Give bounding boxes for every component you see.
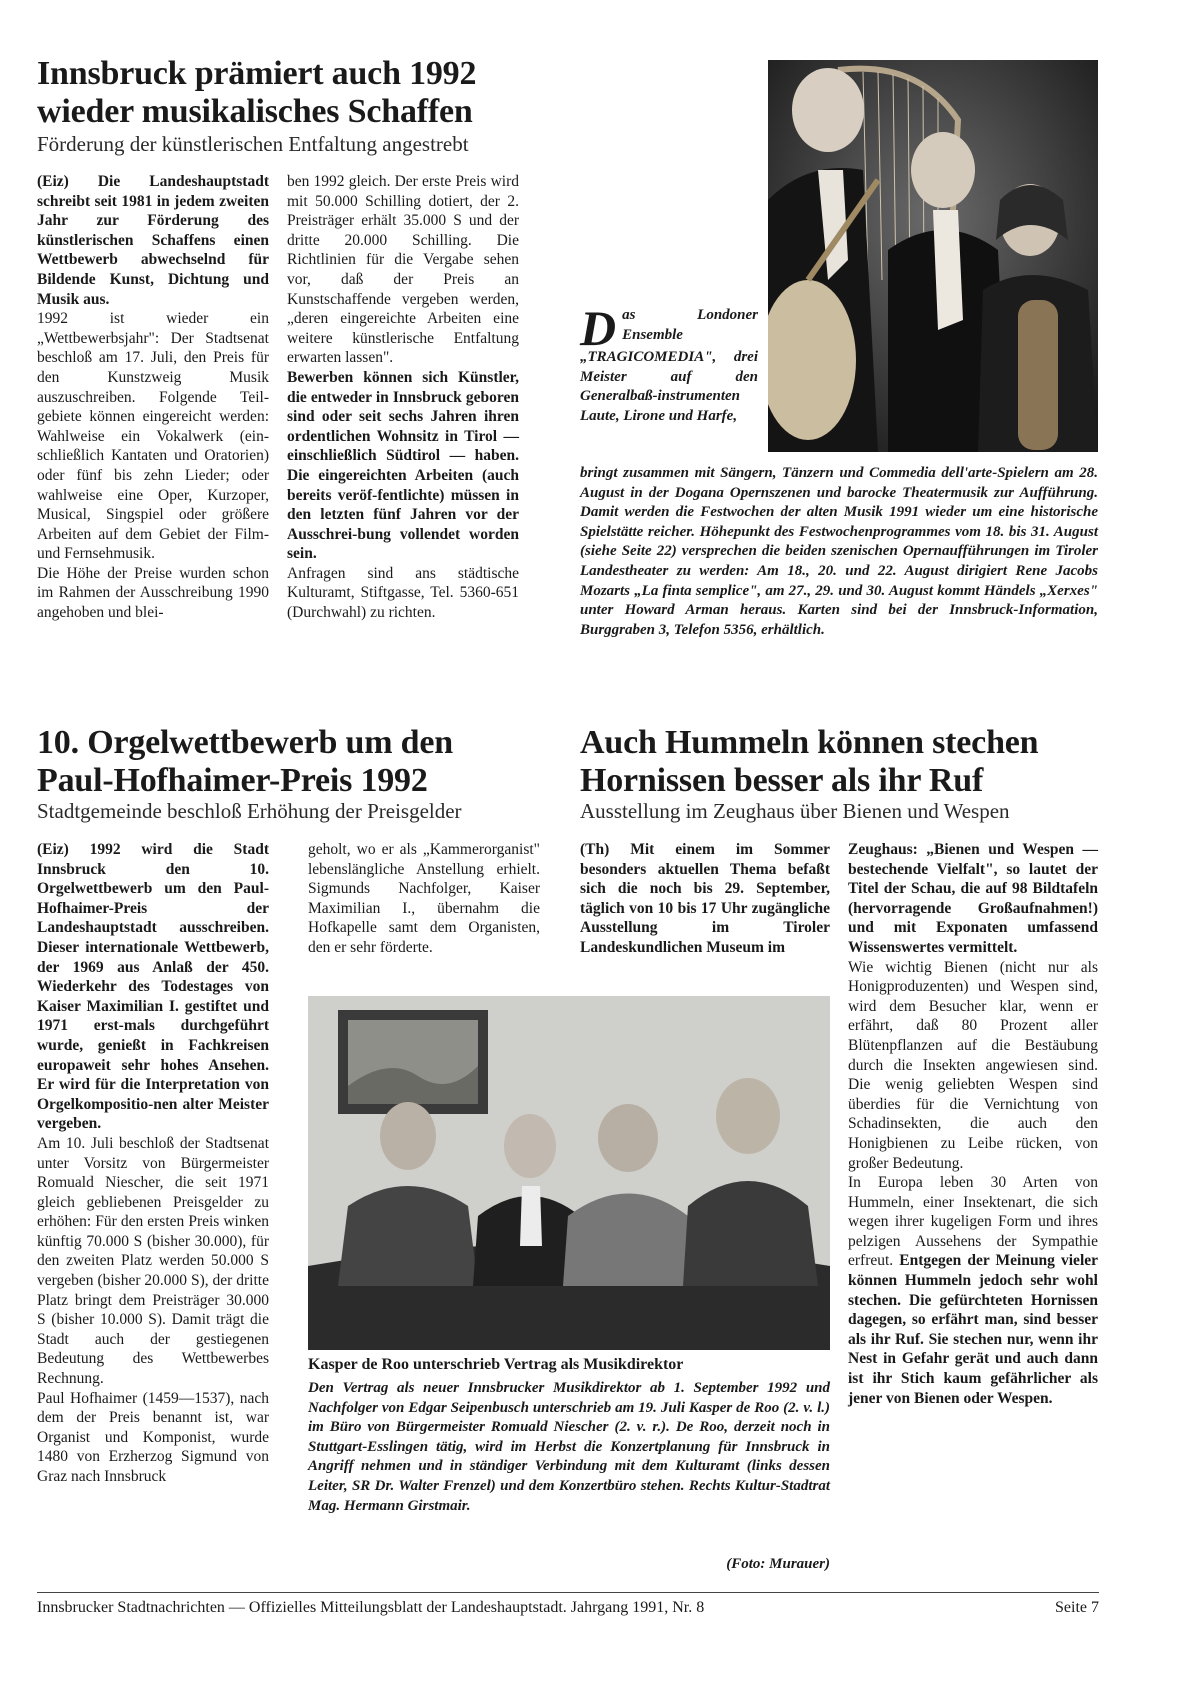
article2-column1 (37, 840, 269, 1487)
article2-paragraph3: Paul Hofhaimer (1459—1537), nach dem der Preis benannt ist, war Organist und Komponist, wurde 1480 von Erzherzog Sigmund von Graz nach Innsbruck (37, 1389, 269, 1485)
article1-headline-line2: wieder musikalisches Schaffen (37, 93, 473, 130)
article2-lead: (Eiz) 1992 wird die Stadt Innsbruck den 10. Orgelwettbewerb um den Paul-Hofhaimer-Preis der Landeshauptstadt ausschreiben. Dieser internationale Wettbewerb, der 1969 aus Anlaß der 450. Wiederkehr des Todestages von Kaiser Maximilian I. gestiftet und 1971 erst-mals durchgeführt wurde, genießt in Fachkreisen europaweit sehr hohes Ansehen. Er wird für die Interpretation von Orgelkompositio-nen alter Meister vergeben. (37, 841, 269, 1133)
article1-headline (37, 55, 677, 131)
article1-headline-line1: Innsbruck prämiert auch 1992 (37, 55, 477, 92)
article3-headline-line1: Auch Hummeln können stechen (580, 724, 1039, 761)
signing-caption-title: Kasper de Roo unterschrieb Vertrag als Musikdirektor (308, 1356, 684, 1373)
article2-headline (37, 724, 577, 800)
ensemble-caption-dropcap: D (580, 300, 617, 356)
article3-col2-paragraph2: Wie wichtig Bienen (nicht nur als Honigproduzenten) und Wespen sind, wird dem Besucher klar, wenn er erfährt, daß 80 Prozent aller Blütenpflanzen auf die Bestäubung durch die Insekten angewiesen sind. Die wenig geliebten Wespen sind überdies für die Vernichtung von Schadinsekten, die auch den Honigbienen zu Leibe rücken, von großer Bedeutung. (848, 958, 1098, 1172)
signing-photo (308, 996, 830, 1350)
article2-column2 (308, 840, 540, 958)
article3-headline (580, 724, 1140, 800)
footer-rule (37, 1592, 1099, 1593)
article1-column2 (287, 172, 519, 623)
article2-col2-paragraph1: geholt, wo er als „Kammerorganist" lebenslängliche Anstellung erhielt. Sigmunds Nachfolger, Kaiser Maximilian I., übernahm die Hofkapelle samt dem Organisten, den er sehr förderte. (308, 841, 540, 956)
ensemble-caption-long: bringt zusammen mit Sängern, Tänzern und Commedia dell'arte-Spielern am 28. August in der Dogana Opernszenen und barocke Theatermusik zur Aufführung. Damit werden die Festwochen der alten Musik 1991 wieder um eine historische Spielstätte reicher. Höhepunkt des Festwochenprogrammes vom 18. bis 31. August (siehe Seite 22) versprechen die beiden szenischen Opernaufführungen im Tiroler Landestheater zu werden: Am 18., 20. und 22. August dirigiert Rene Jacobs Mozarts „La finta semplice", am 27., 29. und 30. August kommt Händels „Xerxes" unter Howard Arman heraus. Karten sind bei der Innsbruck-Information, Burggraben 3, Telefon 5356, erhältlich. (580, 465, 1098, 638)
article3-headline-line2: Hornissen besser als ihr Ruf (580, 762, 984, 799)
signing-caption-credit: (Foto: Murauer) (726, 1556, 830, 1572)
article3-column2 (848, 840, 1098, 1408)
article1-column1 (37, 172, 269, 623)
article1-paragraph2: 1992 ist wieder ein „Wettbewerbsjahr": Der Stadtsenat beschloß am 17. Juli, den Preis für den Kunstzweig Musik auszuschreiben. Folgende Teil-gebiete können eingereicht werden: Wahlweise ein Vokalwerk (ein-schließlich Kantaten und Oratorien) oder fünf bis zehn Lieder; oder wahlweise eine Oper, Kurzoper, Musical, Singspiel oder größere Arbeiten auf dem Gebiet der Film- und Fernsehmusik. (37, 310, 269, 563)
article1-col2-paragraph3: Anfragen sind ans städtische Kulturamt, Stiftgasse, Tel. 5360-651 (Durchwahl) zu richten. (287, 564, 519, 622)
ensemble-photo-image (768, 60, 1098, 452)
article3-column1: (Th) Mit einem im Sommer besonders aktuellen Thema befaßt sich die noch bis 29. September, täglich von 10 bis 17 Uhr zugängliche Ausstellung im Tiroler Landeskundlichen Museum im (580, 841, 830, 956)
article3-col2-paragraph3: In Europa leben 30 Arten von Hummeln, einer Insektenart, die sich wegen ihrer kugeligen Form und ihres pelzigen Aussehens der Sympathie erfreut. (848, 1174, 1098, 1270)
ensemble-photo (768, 60, 1098, 452)
article3-subheadline: Ausstellung im Zeughaus über Bienen und Wespen (580, 799, 1010, 823)
article3-col2-paragraph3-wrap (848, 1173, 1098, 1408)
article1-col2-bold: Bewerben können sich Künstler, die entweder in Innsbruck geboren sind oder seit sechs Jahren ihren ordentlichen Wohnsitz in Tirol — einschließlich Südtirol — haben. Die eingereichten Arbeiten (auch bereits veröf-fentlichte) müssen in den letzten fünf Jahren vor der Ausschrei-bung vollendet worden sein. (287, 368, 519, 563)
article2-headline-line1: 10. Orgelwettbewerb um den (37, 724, 453, 761)
ensemble-caption-short: as Londoner Ensemble „TRAGICOMEDIA", drei Meister auf den Generalbaß-instrumenten Laute, Lirone und Harfe, (580, 307, 758, 424)
article2-subheadline: Stadtgemeinde beschloß Erhöhung der Preisgelder (37, 799, 462, 823)
article1-col2-paragraph1: ben 1992 gleich. Der erste Preis wird mit 50.000 Schilling dotiert, der 2. Preisträger erhält 35.000 S und der dritte 20.000 Schilling. Die Richtlinien für die Vergabe sehen vor, daß der Preis an Kunstschaffende vergeben werden, „deren eingereichte Arbeiten eine weitere künstlerische Entfaltung erwarten lassen". (287, 173, 519, 367)
signing-caption-text: Den Vertrag als neuer Innsbrucker Musikdirektor ab 1. September 1992 und Nachfolger von Edgar Seipenbusch unterschrieb am 19. Juli Kasper de Roo (2. v. l.) im Büro von Bürgermeister Romuald Niescher (2. v. r.). De Roo, derzeit noch in Stuttgart-Esslingen tätig, wird im Herbst die Konzertplanung für Innsbruck in Angriff nehmen und in ständiger Verbindung mit dem Kulturamt (links dessen Leiter, SR Dr. Walter Frenzel) und dem Konzertbüro stehen. Rechts Kultur-Stadtrat Mag. Hermann Girstmair. (308, 1380, 830, 1514)
footer-text: Innsbrucker Stadtnachrichten — Offizielles Mitteilungsblatt der Landeshauptstadt. Jahrgang 1991, Nr. 8 (37, 1599, 705, 1616)
footer-page-number: Seite 7 (1055, 1599, 1099, 1616)
ensemble-caption (580, 300, 758, 426)
signing-photo-image (308, 996, 830, 1350)
article3-col2-lead: Zeughaus: „Bienen und Wespen — bestechende Vielfalt", so lautet der Titel der Schau, die auf 98 Bildtafeln (hervorragende Großaufnahmen!) und mit Exponaten umfassend Wissenswertes vermittelt. (848, 841, 1098, 956)
article2-headline-line2: Paul-Hofhaimer-Preis 1992 (37, 762, 428, 799)
article2-paragraph2: Am 10. Juli beschloß der Stadtsenat unter Vorsitz von Bürgermeister Romuald Niescher, die seit 1971 gleich gebliebenen Preisgelder zu erhöhen: Für den ersten Preis winken künftig 70.000 S (bisher 30.000), für den zweiten Platz werden 50.000 S vergeben (bisher 20.000 S), der dritte Platz bringt dem Preisträger 30.000 S (bisher 10.000 S). Damit trägt die Stadt auch der gestiegenen Bedeutung des Wettbewerbes Rechnung. (37, 1134, 269, 1388)
article1-paragraph3: Die Höhe der Preise wurden schon im Rahmen der Ausschreibung 1990 angehoben und blei- (37, 564, 269, 622)
article1-lead: (Eiz) Die Landeshauptstadt schreibt seit 1981 in jedem zweiten Jahr zur Förderung des künstlerischen Schaffens einen Wettbewerb abwechselnd für Bildende Kunst, Dichtung und Musik aus. (37, 173, 269, 308)
article3-col2-paragraph3-bold: Entgegen der Meinung vieler können Hummeln jedoch sehr wohl stechen. Die gefürchteten Hornissen dagegen, so erfährt man, sind besser als ihr Ruf. Sie stechen nur, wenn ihr Nest in Gefahr gerät und auch dann ist ihr Stich kaum gefährlicher als jener von Bienen oder Wespen. (848, 1252, 1099, 1407)
article1-subheadline: Förderung der künstlerischen Entfaltung angestrebt (37, 132, 469, 156)
